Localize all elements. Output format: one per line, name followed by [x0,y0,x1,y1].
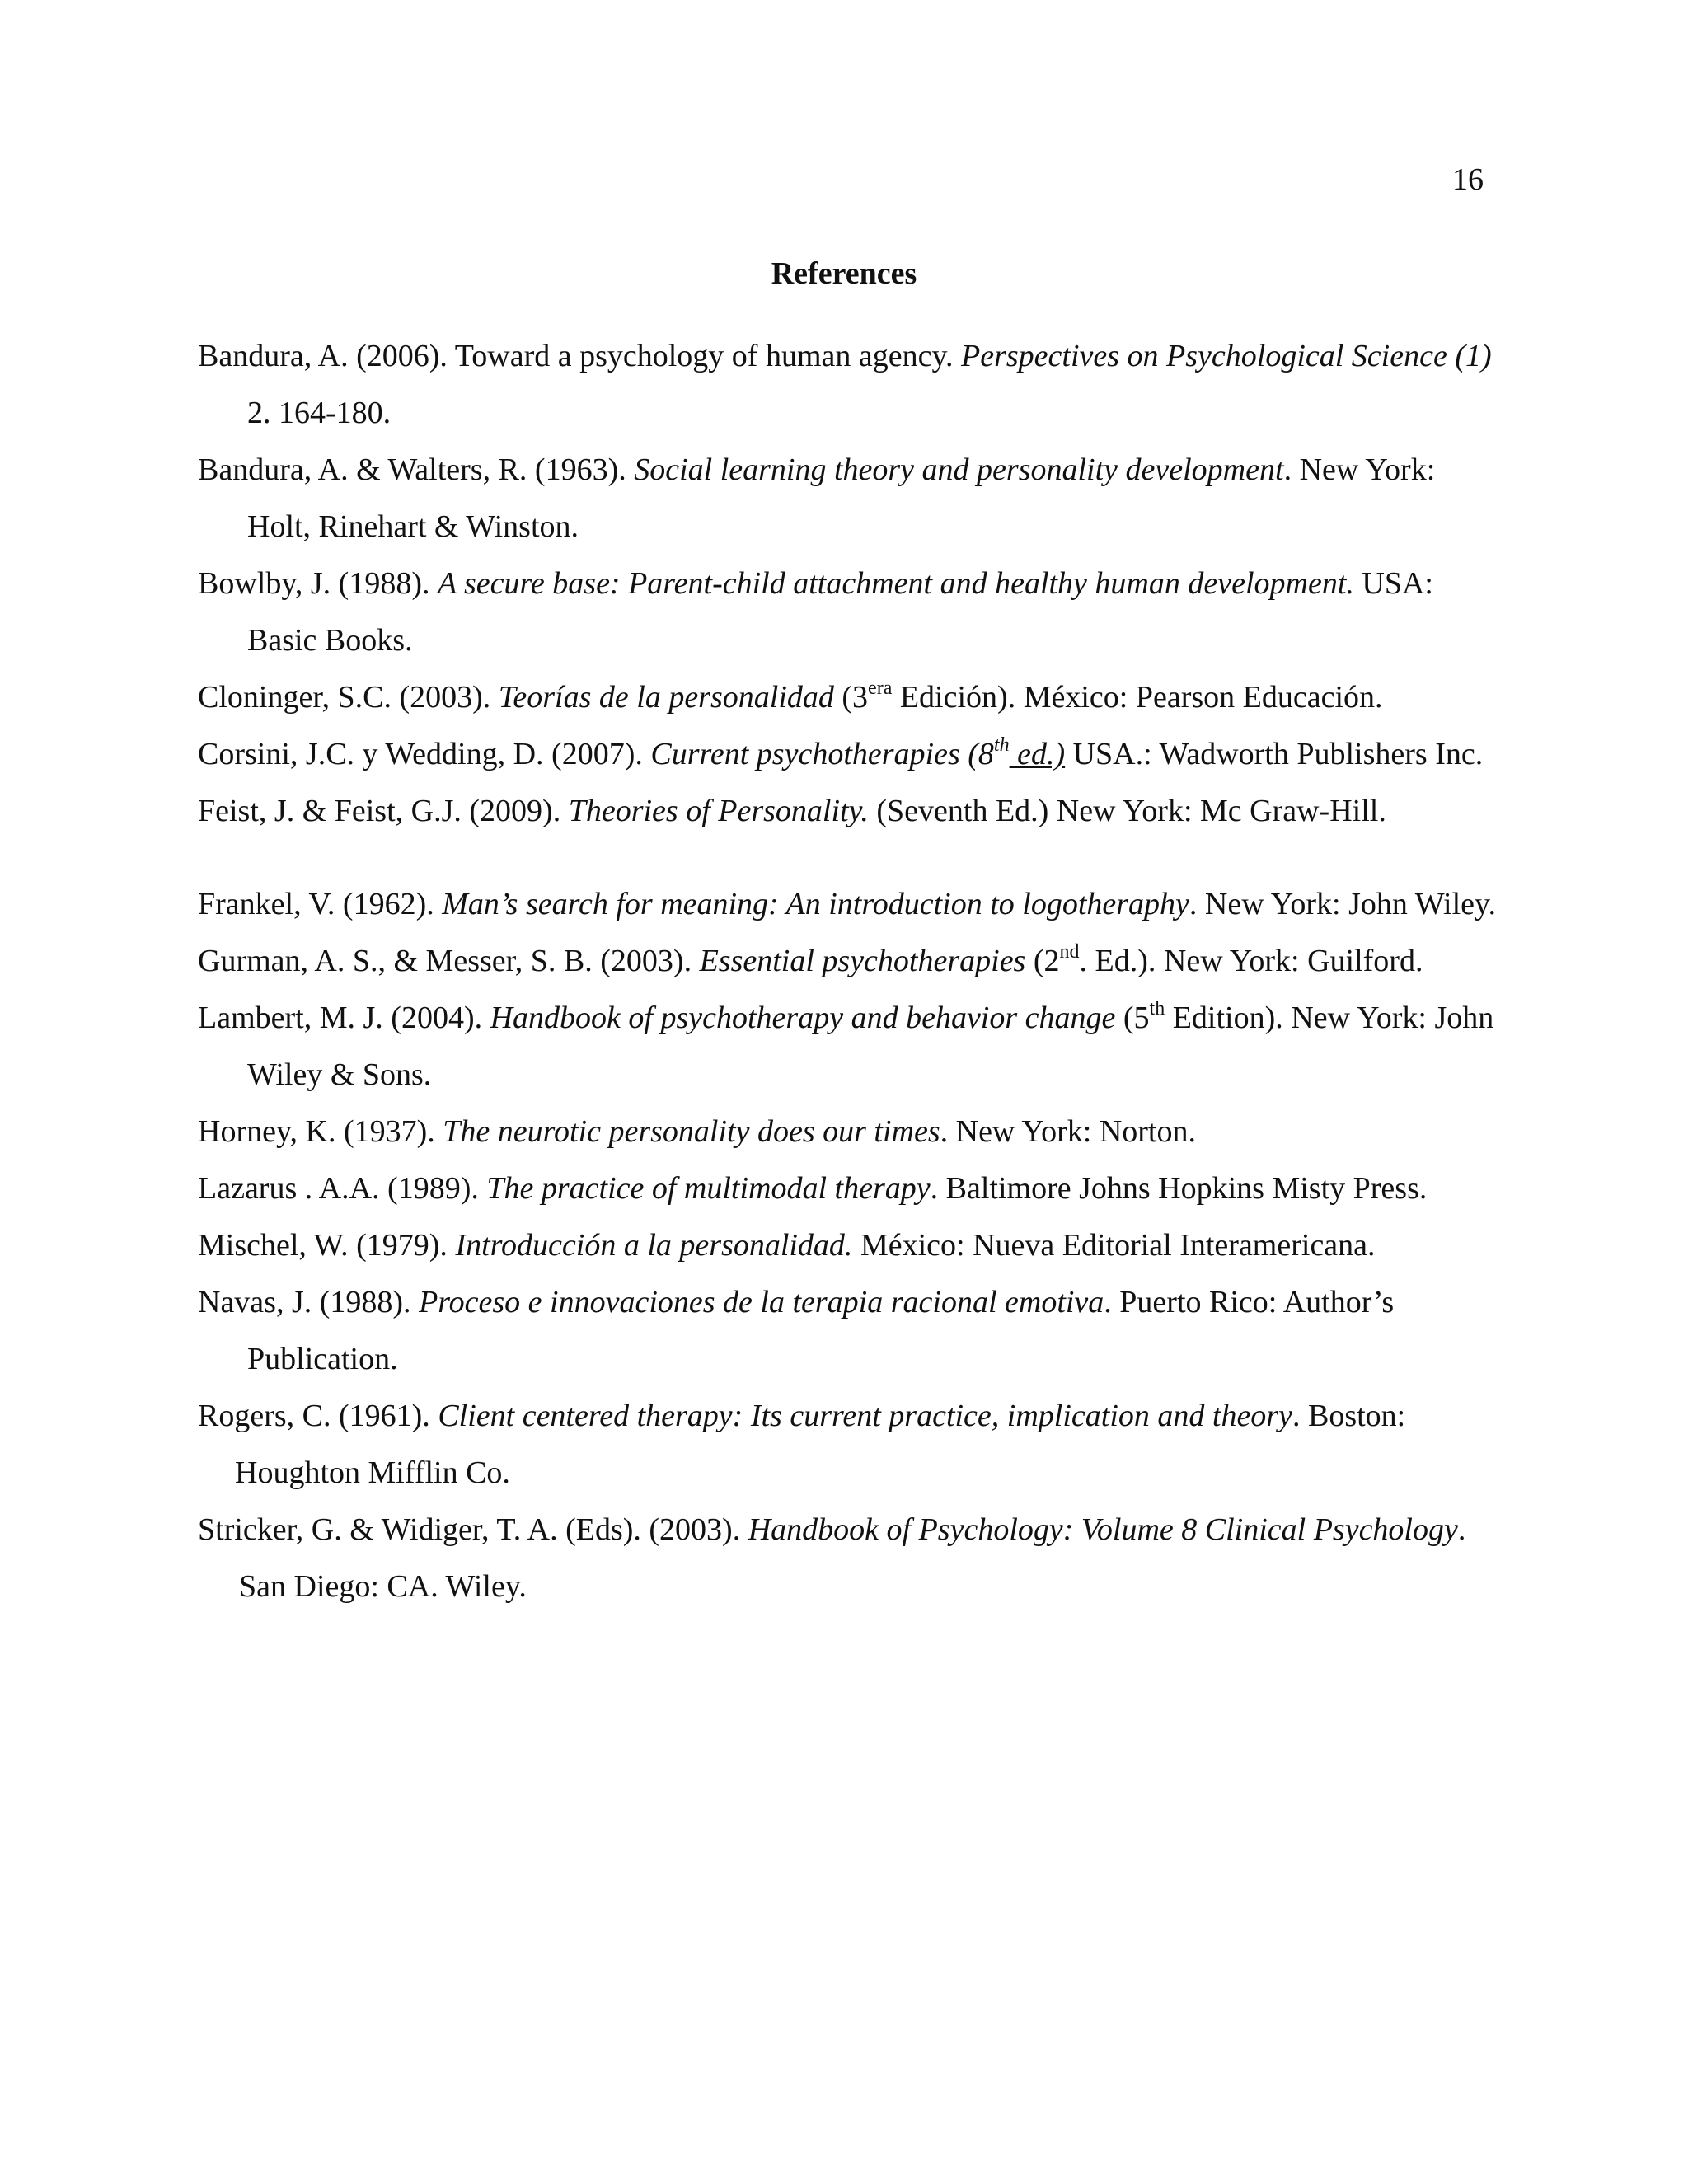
reference-text: USA: Basic Books. [247,566,1433,658]
reference-list [198,328,1500,1615]
reference-text: Bandura, A. (2006). Toward a psychology of human agency. [198,339,962,373]
reference-text: (2 [1025,944,1060,978]
reference-text: Mischel, W. (1979). [198,1228,456,1263]
superscript: era [868,677,893,699]
reference-item [198,1274,1500,1388]
reference-source: Proceso e innovaciones de la terapia racional emotiva [419,1285,1104,1319]
superscript: th [993,734,1010,756]
reference-source: ed.) [1009,737,1066,771]
reference-source: Teorías de la personalidad [498,680,834,715]
reference-text: . Ed.). New York: Guilford. [1079,944,1423,978]
reference-item [198,328,1500,442]
reference-text: Bowlby, J. (1988). [198,566,438,601]
reference-text: . Puerto Rico: Author’s Publication. [247,1285,1395,1376]
reference-source: Essential psychotherapies [699,944,1026,978]
reference-text: Cloninger, S.C. (2003). [198,680,499,715]
reference-text: (3 [833,680,869,715]
reference-text: . Baltimore Johns Hopkins Misty Press. [930,1171,1428,1206]
reference-item [198,1502,1500,1615]
reference-item [198,876,1500,933]
reference-text: 2. 164-180. [247,396,392,430]
reference-item [198,442,1500,555]
reference-source: Current psychotherapies (8 [650,737,994,771]
reference-source: Theories of Personality. [568,794,869,828]
reference-text: Feist, J. & Feist, G.J. (2009). [198,794,569,828]
reference-item [198,783,1500,840]
reference-item [198,1160,1500,1217]
reference-text: . San Diego: CA. Wiley. [239,1512,1466,1604]
reference-text: . New York: Holt, Rinehart & Winston. [247,452,1436,544]
reference-source: Introducción a la personalidad. [455,1228,853,1263]
reference-text: Gurman, A. S., & Messer, S. B. (2003). [198,944,700,978]
reference-item [198,1388,1500,1502]
reference-text: Horney, K. (1937). [198,1114,443,1149]
page-title: References [771,256,917,291]
reference-text: USA.: Wadworth Publishers Inc. [1065,737,1484,771]
reference-item [198,990,1500,1104]
reference-item [198,1104,1500,1160]
reference-text: Stricker, G. & Widiger, T. A. (Eds). (2003). [198,1512,748,1547]
reference-source: Man’s search for meaning: An introduction to logotheraphy [442,887,1189,921]
reference-source: A secure base: Parent-child attachment and healthy human development. [437,566,1354,601]
reference-text: . New York: John Wiley. [1189,887,1497,921]
reference-item [198,1217,1500,1274]
reference-source: Client centered therapy: Its current practice, implication and theory [438,1399,1292,1433]
superscript: th [1149,998,1165,1019]
reference-text: (Seventh Ed.) New York: Mc Graw-Hill. [868,794,1386,828]
reference-source: Handbook of psychotherapy and behavior change [490,1001,1116,1035]
reference-text: Lazarus . A.A. (1989). [198,1171,487,1206]
reference-item [198,669,1500,726]
reference-text: (5 [1115,1001,1150,1035]
reference-text: Corsini, J.C. y Wedding, D. (2007). [198,737,651,771]
reference-source: The neurotic personality does our times [443,1114,940,1149]
page-number: 16 [1452,162,1484,197]
reference-source: The practice of multimodal therapy [486,1171,931,1206]
reference-text: México: Nueva Editorial Interamericana. [852,1228,1376,1263]
superscript: nd [1059,941,1080,963]
reference-item [198,555,1500,669]
reference-text: Edición). México: Pearson Educación. [892,680,1383,715]
reference-source: Perspectives on Psychological Science (1) [961,339,1492,373]
reference-item [198,933,1500,990]
reference-text: . Boston: Houghton Mifflin Co. [235,1399,1406,1490]
reference-text: Lambert, M. J. (2004). [198,1001,490,1035]
reference-text: Navas, J. (1988). [198,1285,420,1319]
reference-source: Handbook of Psychology: Volume 8 Clinical Psychology [748,1512,1458,1547]
reference-text: Edition). New York: John Wiley & Sons. [247,1001,1494,1092]
reference-text: Rogers, C. (1961). [198,1399,438,1433]
reference-item [198,726,1500,783]
reference-text: . New York: Norton. [940,1114,1196,1149]
reference-text: Frankel, V. (1962). [198,887,443,921]
reference-text: Bandura, A. & Walters, R. (1963). [198,452,635,487]
reference-source: Social learning theory and personality development [634,452,1284,487]
